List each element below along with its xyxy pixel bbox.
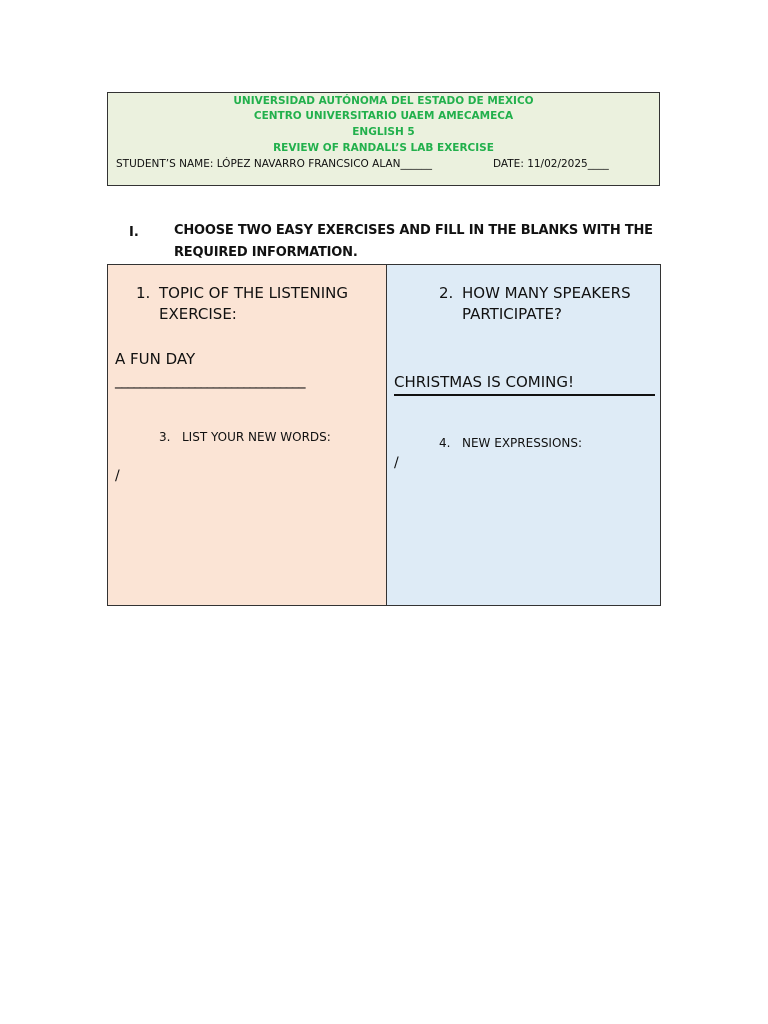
- q3-answer: /: [115, 468, 120, 484]
- q2-number: 2.: [439, 284, 454, 302]
- q1-answer: A FUN DAY: [115, 350, 196, 368]
- q3-question: LIST YOUR NEW WORDS:: [182, 430, 331, 444]
- section-instruction: CHOOSE TWO EASY EXERCISES AND FILL IN THE BLANKS WITH THE REQUIRED INFORMATION.: [174, 223, 653, 260]
- q1-question: TOPIC OF THE LISTENING EXERCISE:: [159, 284, 349, 323]
- q2-question: HOW MANY SPEAKERS PARTICIPATE?: [462, 284, 631, 323]
- student-name: STUDENT’S NAME: LÓPEZ NAVARRO FRANCSICO ALAN______: [116, 158, 432, 170]
- section-number: I.: [129, 225, 139, 240]
- q1-number: 1.: [136, 284, 151, 302]
- header-box: [107, 92, 660, 186]
- answer-grid: [107, 264, 661, 606]
- course-name: ENGLISH 5: [352, 126, 415, 138]
- university-name: UNIVERSIDAD AUTÓNOMA DEL ESTADO DE MEXICO: [233, 95, 534, 107]
- q4-answer: /: [394, 455, 399, 471]
- review-title: REVIEW OF RANDALL’S LAB EXERCISE: [273, 142, 494, 154]
- campus-name: CENTRO UNIVERSITARIO UAEM AMECAMECA: [253, 110, 514, 122]
- q3-number: 3.: [159, 430, 171, 444]
- q2-underline: [394, 394, 655, 396]
- q4-number: 4.: [439, 436, 451, 450]
- left-cell: [108, 265, 387, 605]
- right-cell: [387, 265, 660, 605]
- q1-blank: _______________________________: [115, 371, 305, 389]
- q4-question: NEW EXPRESSIONS:: [462, 436, 583, 450]
- date: DATE: 11/02/2025____: [493, 158, 609, 170]
- q2-answer: CHRISTMAS IS COMING!: [394, 373, 574, 391]
